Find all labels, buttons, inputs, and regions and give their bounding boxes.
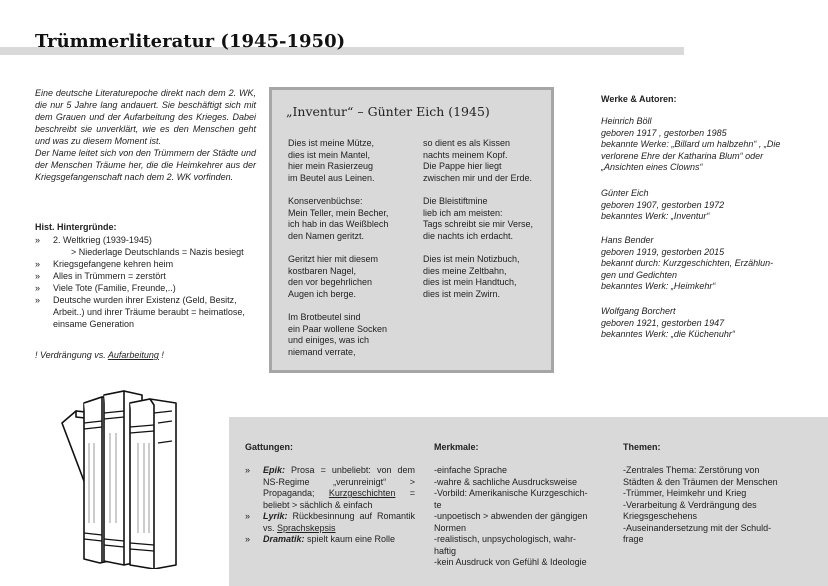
poem-line: Geritzt hier mit diesem	[288, 254, 379, 264]
thema-line: -Zentrales Thema: Zerstörung von	[623, 465, 760, 475]
author-line: bekanntes Werk: „Inventur“	[601, 211, 710, 221]
author-line: bekanntes Werk: „die Küchenuhr“	[601, 329, 735, 339]
themen-list	[623, 465, 778, 546]
books-illustration	[54, 383, 184, 569]
poem-stanza	[288, 138, 413, 184]
history-note-prefix: ! Verdrängung vs.	[35, 350, 108, 360]
history-item: » Kriegsgefangene kehren heim	[35, 258, 256, 270]
poem-line: im Beutel aus Leinen.	[288, 172, 375, 183]
gattung-item-lyrik	[245, 511, 415, 534]
poem-line: so dient es als Kissen	[423, 138, 511, 148]
poem-stanza	[423, 254, 551, 300]
poem-line: Dies ist mein Notizbuch,	[423, 254, 520, 264]
poem-line: lieb ich am meisten:	[423, 207, 503, 218]
gattung-underlined: Sprachskepsis	[277, 522, 336, 533]
author-line: Wolfgang Borchert	[601, 306, 676, 316]
merkmal-line: -realistisch, unpsychologisch, wahr-	[434, 534, 577, 544]
author-line: bekanntes Werk: „Heimkehr“	[601, 281, 716, 291]
gattung-label: Lyrik:	[263, 511, 288, 521]
intro-text	[35, 87, 256, 183]
author-line: gen und Gedichten	[601, 269, 678, 280]
author-line: bekannt durch: Kurzgeschichten, Erzählun-	[601, 258, 774, 268]
author-entry	[601, 235, 801, 293]
poem-line: Die Bleistiftmine	[423, 196, 488, 206]
author-line: Hans Bender	[601, 235, 654, 245]
page-title: Trümmerliteratur (1945-1950)	[35, 31, 346, 52]
history-item: » Deutsche wurden ihrer Existenz (Geld, Besitz, Arbeit..) und ihrer Träume beraubt = heimatlose, einsame Generation	[35, 294, 256, 330]
merkmal-line: haftig	[434, 545, 457, 556]
themen-heading: Themen:	[623, 442, 661, 452]
author-line: geboren 1907, gestorben 1972	[601, 199, 725, 210]
merkmal-line: -wahre & sachliche Ausdrucksweise	[434, 476, 578, 487]
poem-line: ich hab in das Weißblech	[288, 219, 389, 229]
intro-paragraph-2: Der Name leitet sich von den Trümmern der Städte und der Menschen Träume her, die die Heimkehrer aus der Kriegsgefangenschaft nach dem 2. WK vorfinden.	[35, 148, 256, 182]
thema-line: frage	[623, 534, 644, 544]
poem-line: die nachts ich erdacht.	[423, 230, 514, 241]
author-line: geboren 1919, gestorben 2015	[601, 246, 725, 257]
poem-line: den Namen geritzt.	[288, 230, 365, 241]
poem-line: Augen ich berge.	[288, 288, 357, 299]
history-note	[35, 350, 164, 360]
author-line: „Ansichten eines Clowns“	[601, 162, 703, 172]
poem-line: zwischen mir und der Erde.	[423, 172, 533, 183]
gattung-text: = beliebt > sächlich & einfach	[263, 488, 415, 510]
poem-line: niemand verrate,	[288, 346, 356, 357]
history-list	[35, 234, 256, 330]
author-entry	[601, 188, 801, 223]
merkmale-heading: Merkmale:	[434, 442, 479, 452]
poem-stanza	[288, 254, 413, 300]
merkmal-line: -Vorbild: Amerikanische Kurzgeschich-	[434, 488, 588, 498]
poem-line: Die Pappe hier liegt	[423, 161, 502, 171]
thema-line: -Verarbeitung & Verdrängung des	[623, 499, 757, 510]
author-line: bekannte Werke: „Billard um halbzehn“ , „Die	[601, 139, 781, 149]
merkmale-list	[434, 465, 588, 569]
gattung-label: Dramatik:	[263, 534, 305, 544]
gattung-label: Epik:	[263, 465, 286, 475]
history-note-underlined: Aufarbeitung	[107, 350, 159, 360]
poem-line: Im Brotbeutel sind	[288, 312, 361, 322]
poem-line: Dies ist meine Mütze,	[288, 138, 375, 148]
poem-title: „Inventur“ – Günter Eich (1945)	[286, 104, 490, 119]
poem-line: den vor begehrlichen	[288, 277, 373, 287]
author-entry	[601, 116, 801, 174]
history-heading: Hist. Hintergründe:	[35, 222, 117, 232]
gattung-underlined: Kurzgeschichten	[328, 488, 396, 498]
intro-paragraph-1: Eine deutsche Literaturepoche direkt nach dem 2. WK, die nur 5 Jahre lang andauert. Sie beschäftigt sich mit dem Grauen und der Aufarbeitung des Krieges. Dabei beschreibt sie unverklärt, wie es den Menschen geht und was zu diesem Moment ist.	[35, 88, 256, 146]
merkmal-line: -kein Ausdruck von Gefühl & Ideologie	[434, 557, 587, 567]
history-item: » Alles in Trümmern = zerstört	[35, 270, 256, 282]
author-line: Heinrich Böll	[601, 116, 652, 126]
history-note-suffix: !	[158, 350, 164, 360]
history-item: » Viele Tote (Familie, Freunde,..)	[35, 282, 256, 294]
poem-stanza	[288, 312, 413, 358]
poem-box	[269, 87, 554, 373]
history-sub-item: > Niederlage Deutschlands = Nazis besiegt	[71, 247, 244, 257]
poem-line: dies ist mein Zwirn.	[423, 288, 501, 299]
merkmal-line: -unpoetisch > abwenden der gängigen	[434, 511, 588, 521]
author-line: Günter Eich	[601, 188, 649, 198]
poem-stanza	[423, 196, 551, 242]
poem-line: ein Paar wollene Socken	[288, 323, 388, 334]
gattung-item-dramatik	[245, 534, 415, 546]
gattungen-heading: Gattungen:	[245, 442, 293, 452]
gattungen-list	[245, 465, 415, 546]
author-entry	[601, 306, 801, 341]
gattung-text: spielt kaum eine Rolle	[304, 534, 396, 544]
thema-line: Kriegsgeschehens	[623, 511, 698, 521]
history-item-text: 2. Weltkrieg (1939-1945)	[53, 235, 152, 245]
author-line: verlorene Ehre der Katharina Blum“ oder	[601, 150, 764, 161]
gattung-text: Prosa = unbeliebt: von dem NS-Regime „verunreinigt“ > Propaganda;	[263, 465, 415, 498]
poem-line: dies ist mein Handtuch,	[423, 277, 517, 287]
thema-line: -Auseinandersetzung mit der Schuld-	[623, 522, 772, 533]
poem-line: Mein Teller, mein Becher,	[288, 207, 389, 218]
poem-stanza	[288, 196, 413, 242]
poem-line: kostbaren Nagel,	[288, 265, 357, 276]
poem-line: und einiges, was ich	[288, 335, 370, 345]
thema-line: Städten & den Träumen der Menschen	[623, 476, 778, 487]
poem-line: Konservenbüchse:	[288, 196, 363, 206]
gattung-item-epik	[245, 465, 415, 511]
history-item	[35, 234, 256, 258]
gattung-text: Rückbesinnung auf Romantik vs.	[263, 511, 415, 533]
poem-line: Tags schreibt sie mir Verse,	[423, 219, 534, 229]
merkmal-line: -einfache Sprache	[434, 465, 508, 475]
thema-line: -Trümmer, Heimkehr und Krieg	[623, 488, 747, 498]
merkmal-line: te	[434, 499, 442, 510]
merkmal-line: Normen	[434, 522, 467, 533]
author-line: geboren 1921, gestorben 1947	[601, 317, 725, 328]
author-line: geboren 1917 , gestorben 1985	[601, 127, 727, 138]
poem-stanza	[423, 138, 551, 184]
authors-heading: Werke & Autoren:	[601, 94, 677, 104]
poem-line: nachts meinem Kopf.	[423, 149, 508, 160]
poem-line: hier mein Rasierzeug	[288, 161, 374, 171]
poem-line: dies ist mein Mantel,	[288, 149, 371, 160]
poem-line: dies meine Zeltbahn,	[423, 265, 507, 276]
